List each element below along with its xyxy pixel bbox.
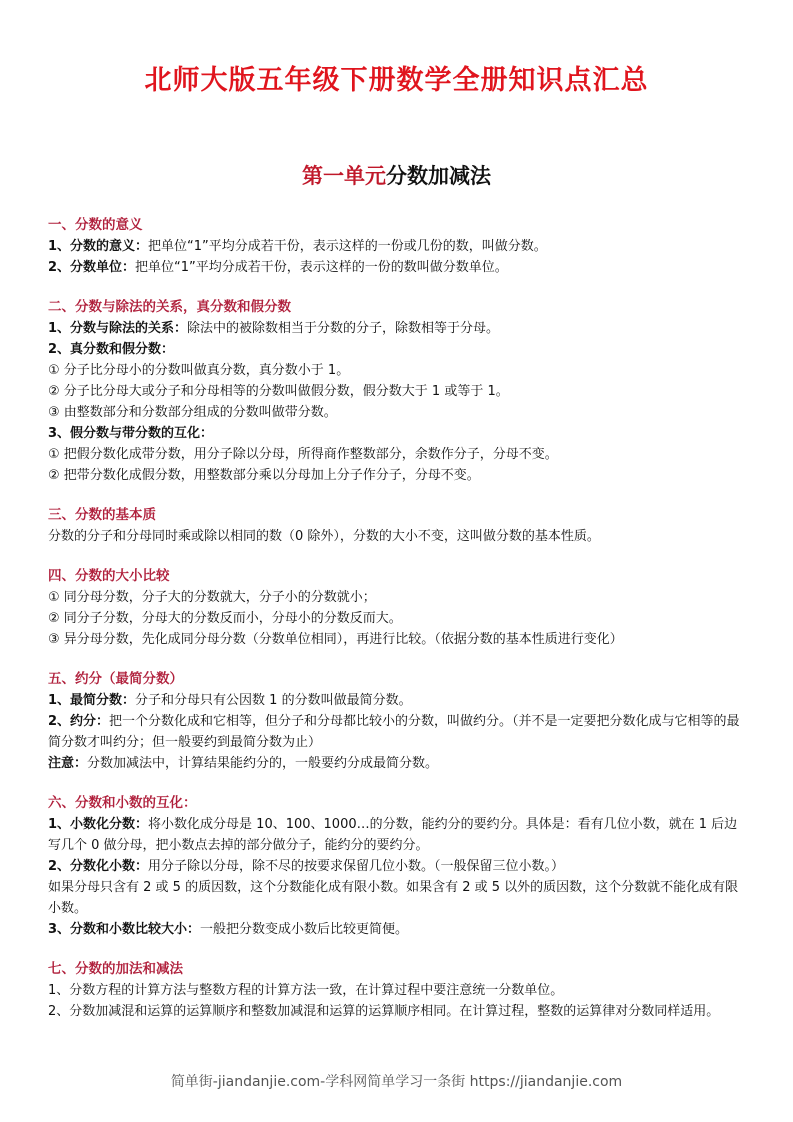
line-text: 把单位“1”平均分成若干份，表示这样的一份或几份的数，叫做分数。 [148, 239, 547, 254]
section-gap [48, 278, 748, 297]
line-text: 如果分母只含有 2 或 5 的质因数，这个分数能化成有限小数。如果含有 2 或 5 以外的质因数，这个分数就不能化成有限小数。 [48, 880, 739, 916]
line-text: ② 把带分数化成假分数，用整数部分乘以分母加上分子作分子，分母不变。 [48, 468, 480, 483]
page-title: 北师大版五年级下册数学全册知识点汇总 [144, 65, 649, 96]
content-line [48, 919, 748, 940]
content-line [48, 465, 748, 486]
line-term: 1、小数化分数： [48, 817, 149, 832]
line-text: 2、分数加减混和运算的运算顺序和整数加减混和运算的运算顺序相同。在计算过程，整数的运算律对分数同样适用。 [48, 1004, 720, 1019]
line-text: ① 同分母分数，分子大的分数就大，分子小的分数就小； [48, 590, 376, 605]
line-term: 注意： [48, 756, 88, 771]
line-text: 除法中的被除数相当于分数的分子，除数相等于分母。 [187, 321, 500, 336]
content-line [48, 444, 748, 465]
content-line [48, 339, 748, 360]
line-text: ② 同分子分数，分母大的分数反而小，分母小的分数反而大。 [48, 611, 402, 626]
line-text: 1、分数方程的计算方法与整数方程的计算方法一致，在计算过程中要注意统一分数单位。 [48, 983, 564, 998]
content-line [48, 856, 748, 877]
content-line [48, 711, 748, 753]
line-text: 分子和分母只有公因数 1 的分数叫做最简分数。 [135, 693, 412, 708]
section-gap [48, 774, 748, 793]
section-heading: 四、分数的大小比较 [48, 568, 170, 584]
section-gap [48, 650, 748, 669]
section-gap [48, 940, 748, 959]
line-text: 把单位“1”平均分成若干份，表示这样的一份的数叫做分数单位。 [135, 260, 508, 275]
content-line [48, 980, 748, 1001]
line-text: ② 分子比分母大或分子和分母相等的分数叫做假分数，假分数大于 1 或等于 1。 [48, 384, 509, 399]
line-term: 1、分数的意义： [48, 239, 149, 254]
section-heading: 一、分数的意义 [48, 217, 143, 233]
content-line [48, 814, 748, 856]
section-heading: 五、约分（最简分数） [48, 671, 183, 687]
section-heading: 三、分数的基本质 [48, 507, 156, 523]
content-line [48, 587, 748, 608]
line-term: 3、分数和小数比较大小： [48, 922, 201, 937]
content-line [48, 629, 748, 650]
unit-prefix: 第一单元 [302, 164, 386, 188]
content-line [48, 257, 748, 278]
unit-name: 分数加减法 [386, 164, 491, 188]
content-line [48, 877, 748, 919]
line-text: ① 分子比分母小的分数叫做真分数，真分数小于 1。 [48, 363, 350, 378]
content-line [48, 753, 748, 774]
line-text: 分数的分子和分母同时乘或除以相同的数（0 除外），分数的大小不变，这叫做分数的基本性质。 [48, 529, 600, 544]
content-line [48, 1001, 748, 1022]
line-text: ③ 异分母分数，先化成同分母分数（分数单位相同），再进行比较。（依据分数的基本性质进行变化） [48, 632, 623, 647]
content-line [48, 402, 748, 423]
line-text: ③ 由整数部分和分数部分组成的分数叫做带分数。 [48, 405, 337, 420]
unit-title [0, 160, 793, 190]
line-text: 一般把分数变成小数后比较更简便。 [200, 922, 409, 937]
line-term: 2、约分： [48, 714, 110, 729]
line-text: 将小数化成分母是 10、100、1000…的分数，能约分的要约分。具体是：看有几位小数，就在 1 后边写几个 0 做分母，把小数点去掉的部分做分子，能约分的要约分。 [48, 817, 738, 853]
content-line [48, 608, 748, 629]
line-term: 2、分数单位： [48, 260, 136, 275]
footer-watermark: 简单街-jiandanjie.com-学科网简单学习一条街 https://jiandanjie.com [170, 1074, 623, 1090]
section-heading: 二、分数与除法的关系，真分数和假分数 [48, 299, 291, 315]
section-gap [48, 486, 748, 505]
line-text: ① 把假分数化成带分数，用分子除以分母，所得商作整数部分，余数作分子，分母不变。 [48, 447, 558, 462]
section-gap [48, 547, 748, 566]
section-heading: 六、分数和小数的互化： [48, 795, 197, 811]
content-line [48, 360, 748, 381]
line-term: 2、真分数和假分数： [48, 342, 175, 357]
content-line [48, 526, 748, 547]
line-term: 2、分数化小数： [48, 859, 149, 874]
content-line [48, 236, 748, 257]
content-line [48, 318, 748, 339]
content-body [48, 215, 748, 1022]
content-line [48, 381, 748, 402]
line-term: 1、最简分数： [48, 693, 136, 708]
line-term: 3、假分数与带分数的互化： [48, 426, 214, 441]
line-text: 分数加减法中，计算结果能约分的，一般要约分成最简分数。 [87, 756, 439, 771]
line-text: 把一个分数化成和它相等，但分子和分母都比较小的分数，叫做约分。（并不是一定要把分数化成与它相等的最简分数才叫约分；但一般要约到最简分数为止） [48, 714, 740, 750]
line-term: 1、分数与除法的关系： [48, 321, 188, 336]
section-heading: 七、分数的加法和减法 [48, 961, 183, 977]
content-line [48, 423, 748, 444]
line-text: 用分子除以分母，除不尽的按要求保留几位小数。（一般保留三位小数。） [148, 859, 565, 874]
content-line [48, 690, 748, 711]
